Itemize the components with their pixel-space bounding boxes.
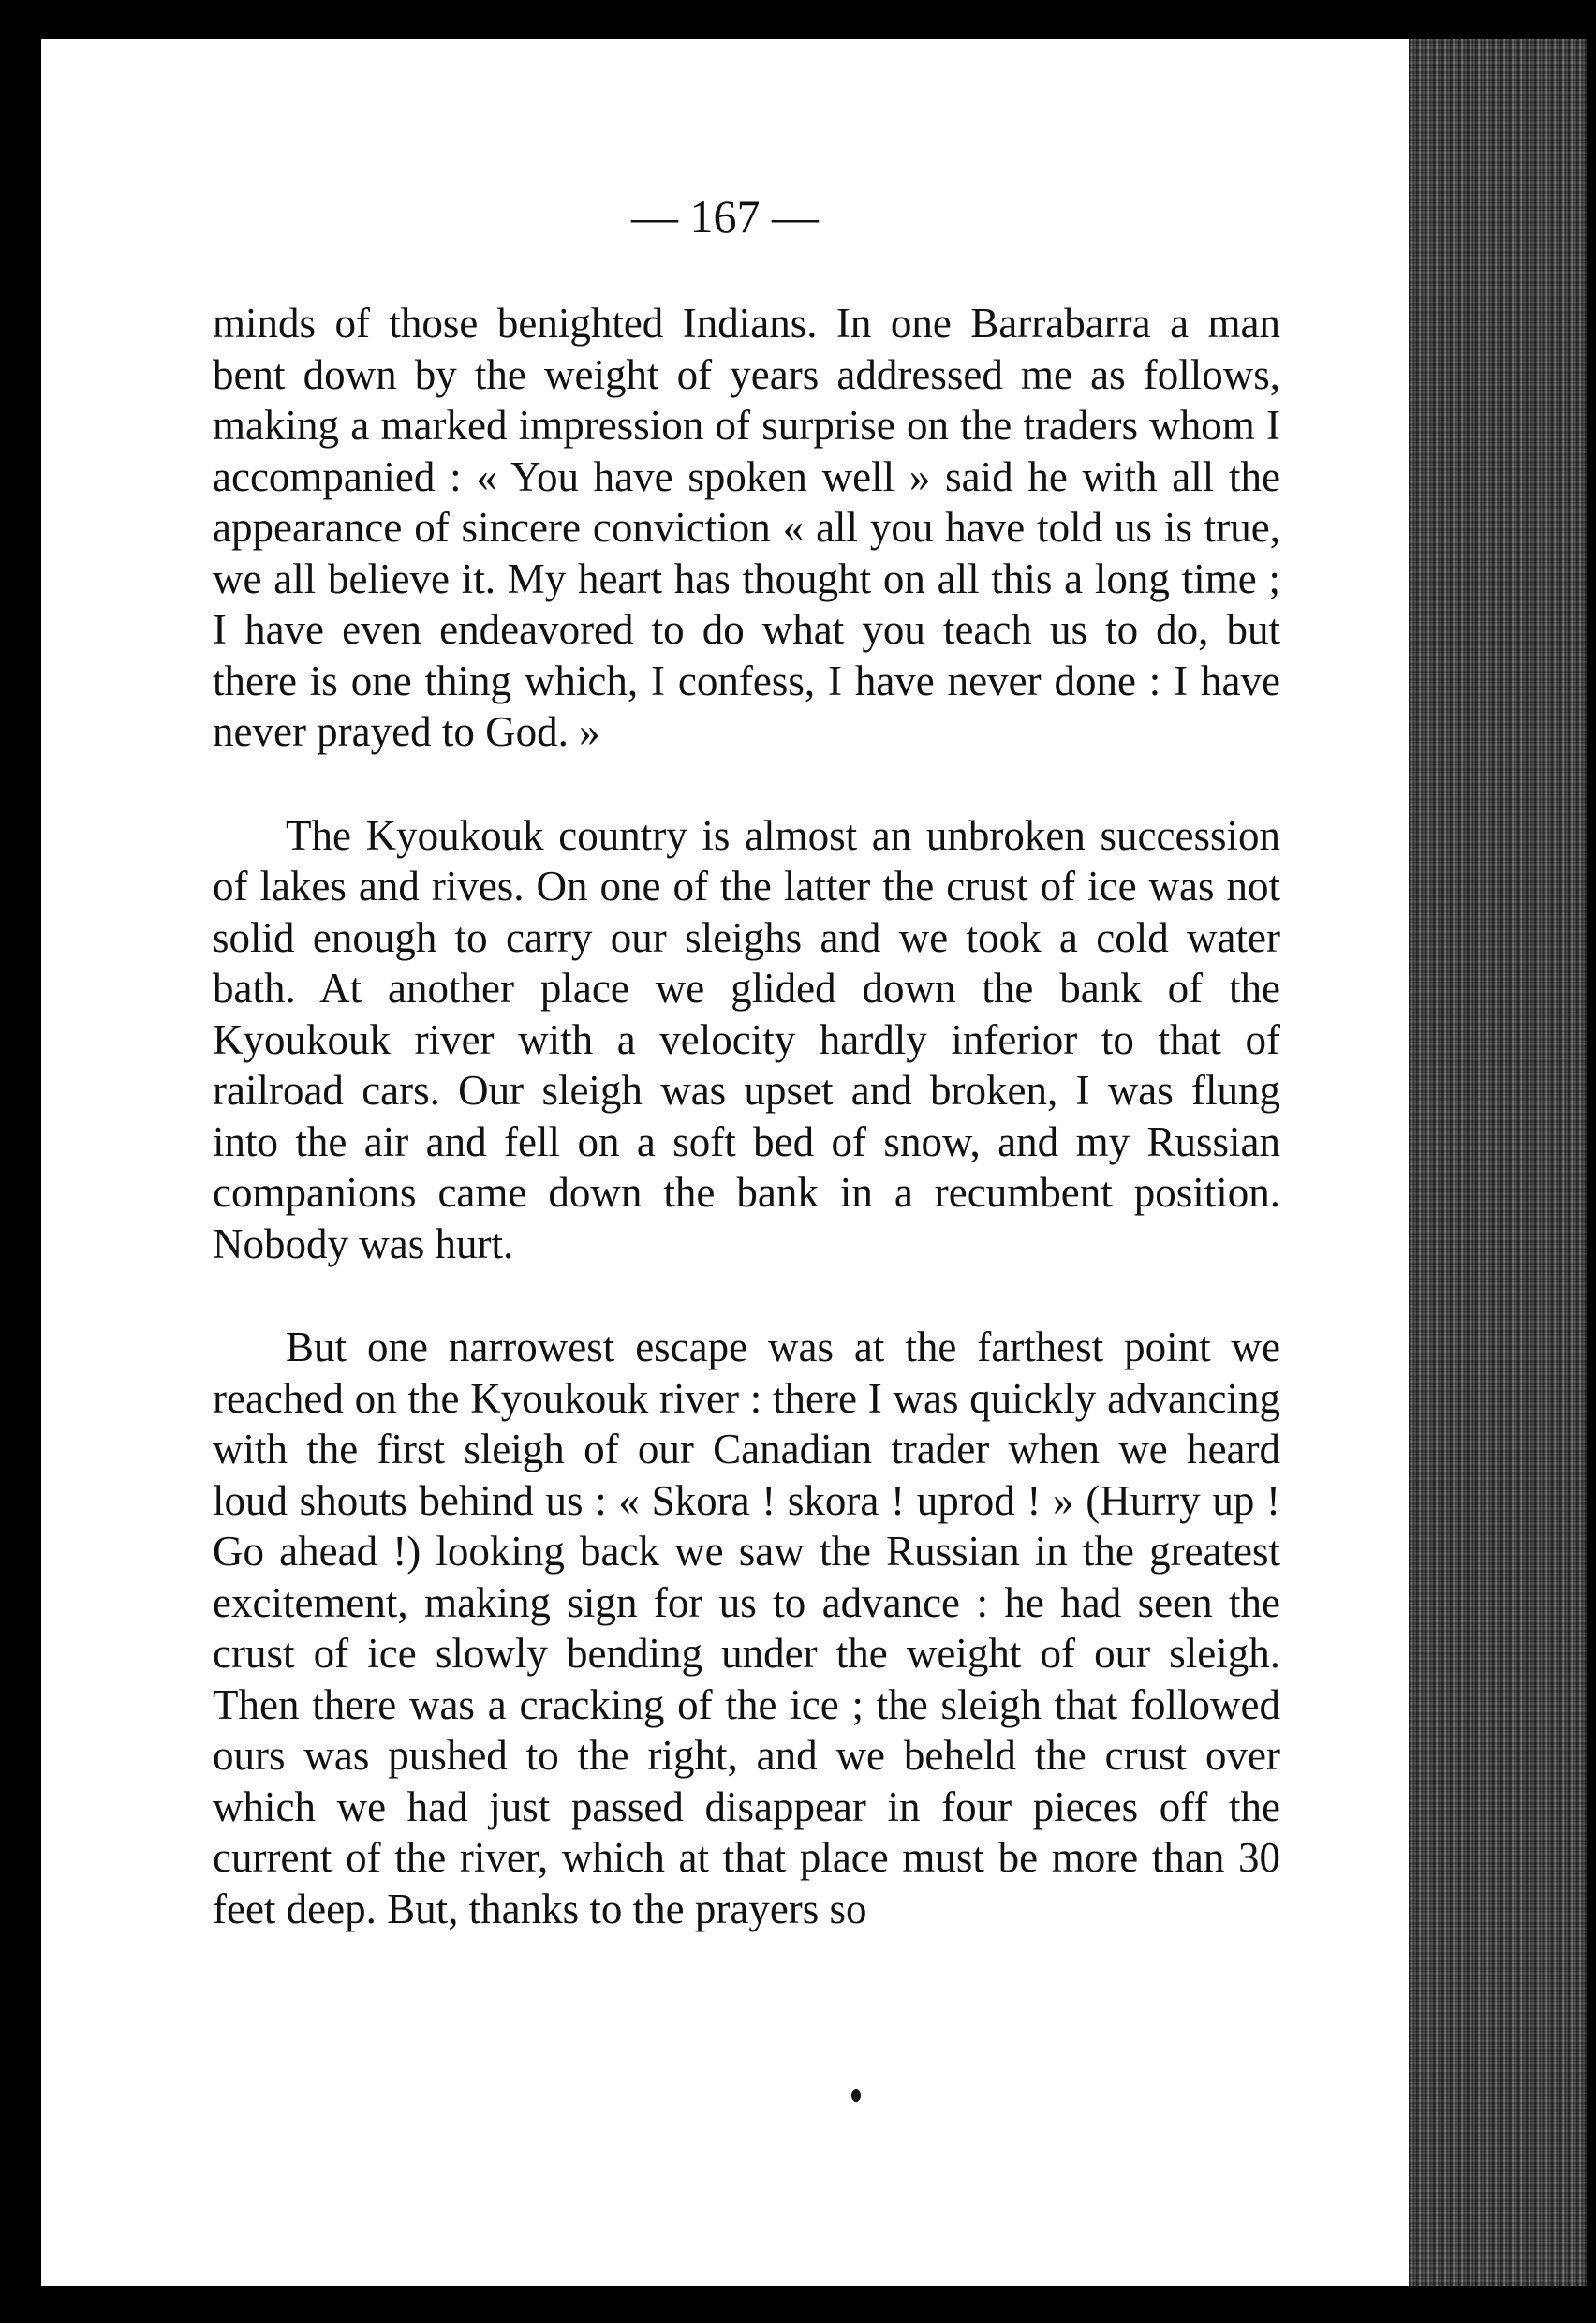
- ink-speck: [851, 2089, 861, 2102]
- page-number: — 167 —: [631, 190, 819, 243]
- paragraph: minds of those benighted Indians. In one Barrabarra a man bent down by the weight of years addressed me as follows, making a marked impression of surprise on the traders whom I accompanied : « You have spoken well » said he with all the appearance of sincere conviction « all you have told us is true, we all believe it. My heart has thought on all this a long time ; I have even endeavored to do what you teach us to do, but there is one thing which, I confess, I have never done : I have never prayed to God. »: [213, 300, 1280, 755]
- paragraph: The Kyoukouk country is almost an unbroken succession of lakes and rives. On one of the latter the crust of ice was not solid enough to carry our sleighs and we took a cold water bath. At another place we glided down the bank of the Kyoukouk river with a velocity hardly inferior to that of railroad cars. Our sleigh was upset and broken, I was flung into the air and fell on a soft bed of snow, and my Russian companions came down the bank in a recumbent position. Nobody was hurt.: [213, 811, 1280, 1267]
- paragraph: But one narrowest escape was at the farthest point we reached on the Kyoukouk river : there I was quickly advancing with the first sleigh of our Canadian trader when we heard loud shouts behind us : « Skora ! skora ! uprod ! » (Hurry up ! Go ahead !) looking back we saw the Russian in the greatest excitement, making sign for us to advance : he had seen the crust of ice slowly bending under the weight of our sleigh. Then there was a cracking of the ice ; the sleigh that followed ours was pushed to the right, and we beheld the crust over which we had just passed disappear in four pieces off the current of the river, which at that place must be more than 30 feet deep. But, thanks to the prayers so: [213, 1324, 1280, 1932]
- book-page-edge: [1409, 39, 1587, 2286]
- book-page: [41, 39, 1409, 2286]
- text-body: [213, 298, 1280, 1934]
